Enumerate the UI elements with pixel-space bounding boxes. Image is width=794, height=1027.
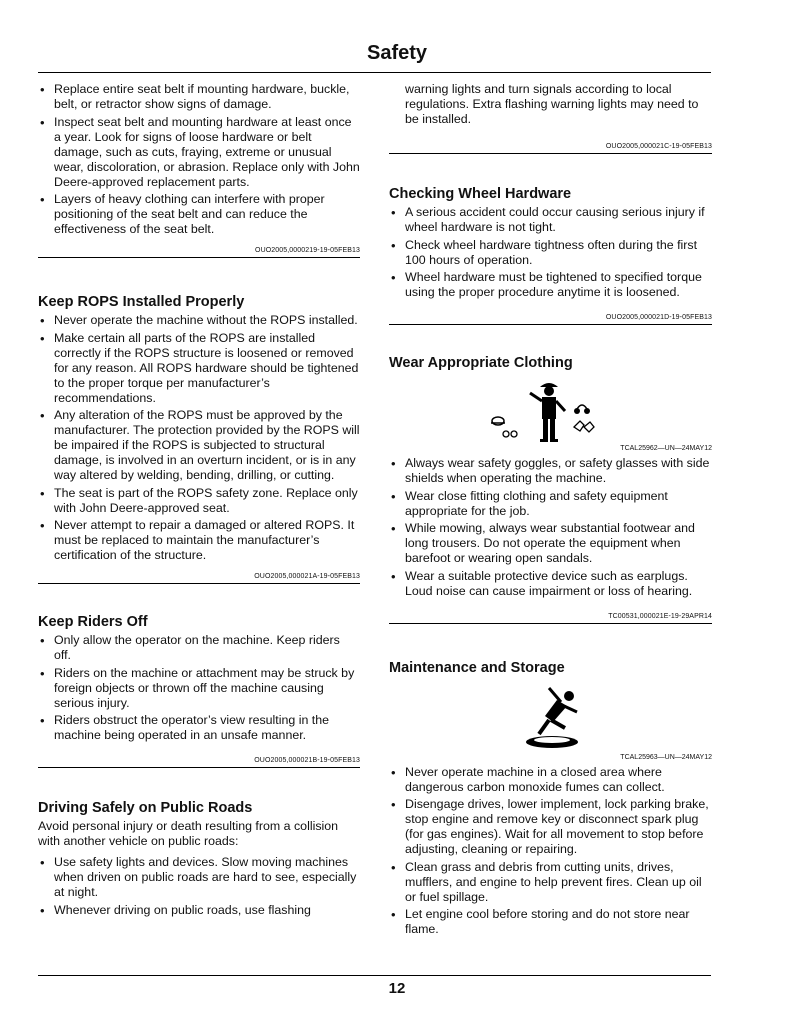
list-item: • A serious accident could occur causing serious injury if wheel hardware is not tight. (389, 205, 712, 235)
list-item: • Wear close fitting clothing and safety equipment appropriate for the job. (389, 489, 712, 519)
list-item: • Wheel hardware must be tightened to specified torque using the proper procedure anytime it is loosened. (389, 270, 712, 300)
left-column (38, 82, 360, 920)
maintenance-list (389, 765, 712, 938)
clothing-figure (389, 379, 712, 443)
list-item: • Riders obstruct the operator’s view resulting in the machine being operated in an unsafe manner. (38, 713, 360, 743)
footer-divider (38, 975, 711, 976)
section-heading-wheel: Checking Wheel Hardware (389, 186, 572, 202)
page-number: 12 (388, 980, 406, 997)
clothing-list (389, 456, 712, 599)
roads-intro: Avoid personal injury or death resulting from a collision with another vehicle on public roads: (38, 819, 339, 848)
protective-clothing-worker-icon (389, 379, 712, 443)
list-item: • While mowing, always wear substantial footwear and long trousers. Do not operate the equipment when barefoot or wearing open sandals. (389, 521, 712, 566)
list-item: • Never operate machine in a closed area where dangerous carbon monoxide fumes can collect. (389, 765, 712, 795)
list-item: • Whenever driving on public roads, use flashing (38, 903, 360, 918)
slipping-person-icon (389, 682, 712, 752)
rops-list (38, 313, 360, 563)
list-item: • The seat is part of the ROPS safety zone. Replace only with John Deere-approved seat. (38, 486, 360, 516)
list-item: • Always wear safety goggles, or safety glasses with side shields when operating the machine. (389, 456, 712, 486)
section-heading-riders: Keep Riders Off (38, 614, 148, 630)
seat-belt-list (38, 82, 360, 237)
list-item: • Layers of heavy clothing can interfere with proper positioning of the seat belt and can reduce the effectiveness of the seat belt. (38, 192, 360, 237)
wheel-list (389, 205, 712, 300)
list-item: • Riders on the machine or attachment may be struck by foreign objects or thrown off the machine causing serious injury. (38, 666, 360, 711)
reference-code: OUO2005,000021C-19-05FEB13 (389, 143, 712, 154)
section-heading-clothing: Wear Appropriate Clothing (389, 355, 573, 371)
list-item: • Check wheel hardware tightness often during the first 100 hours of operation. (389, 238, 712, 268)
list-item: • Disengage drives, lower implement, lock parking brake, stop engine and remove key or disconnect spark plug (for gas engines). Wait for all movement to stop before adjusting, cleaning or repairing. (389, 797, 712, 857)
page-title: Safety (366, 42, 428, 64)
list-item: • Inspect seat belt and mounting hardware at least once a year. Look for signs of loose hardware or belt damage, such as cuts, fraying, extreme or unusual wear, discoloration, or abrasion. Replace only with John Deere-approved replacement parts. (38, 115, 360, 190)
figure-reference: TCAL25962—UN—24MAY12 (620, 445, 712, 452)
section-heading-roads: Driving Safely on Public Roads (38, 800, 253, 816)
list-item: • Never attempt to repair a damaged or altered ROPS. It must be replaced to maintain the manufacturer’s certification of the structure. (38, 518, 360, 563)
continued-text: warning lights and turn signals according to local regulations. Extra flashing warning lights may need to be installed. (405, 82, 699, 126)
reference-code: OUO2005,000021A-19-05FEB13 (38, 573, 360, 584)
list-item: • Only allow the operator on the machine. Keep riders off. (38, 633, 360, 663)
list-item: • Replace entire seat belt if mounting hardware, buckle, belt, or retractor show signs of damage. (38, 82, 360, 112)
reference-code: OUO2005,000021B-19-05FEB13 (38, 757, 360, 768)
reference-code: OUO2005,000021D-19-05FEB13 (389, 314, 712, 325)
right-column (389, 82, 712, 940)
riders-list (38, 633, 360, 743)
roads-list (38, 855, 360, 918)
list-item: • Any alteration of the ROPS must be approved by the manufacturer. The protection provided by the ROPS will be impaired if the ROPS is subjected to structural damage, is involved in an overturn incident, or is in any way altered by welding, bending, drilling, or cutting. (38, 408, 360, 483)
list-item: • Wear a suitable protective device such as earplugs. Loud noise can cause impairment or loss of hearing. (389, 569, 712, 599)
section-heading-rops: Keep ROPS Installed Properly (38, 294, 245, 310)
section-heading-maintenance: Maintenance and Storage (389, 659, 565, 676)
list-item: • Never operate the machine without the ROPS installed. (38, 313, 360, 328)
list-item: • Let engine cool before storing and do not store near flame. (389, 907, 712, 937)
list-item: • Use safety lights and devices. Slow moving machines when driven on public roads are hard to see, especially at night. (38, 855, 360, 900)
header-divider (38, 72, 711, 73)
maintenance-figure (389, 682, 712, 752)
list-item: • Clean grass and debris from cutting units, drives, mufflers, and engine to help prevent fires. Clean up oil or fuel spillage. (389, 860, 712, 905)
list-item: • Make certain all parts of the ROPS are installed correctly if the ROPS structure is loosened or removed for any reason. All ROPS hardware should be tightened to the proper torque per manufacturer’s recommendations. (38, 331, 360, 406)
figure-reference: TCAL25963—UN—24MAY12 (620, 753, 712, 761)
reference-code: OUO2005,0000219-19-05FEB13 (38, 247, 360, 258)
reference-code: TC00531,000021E-19-29APR14 (389, 613, 712, 624)
